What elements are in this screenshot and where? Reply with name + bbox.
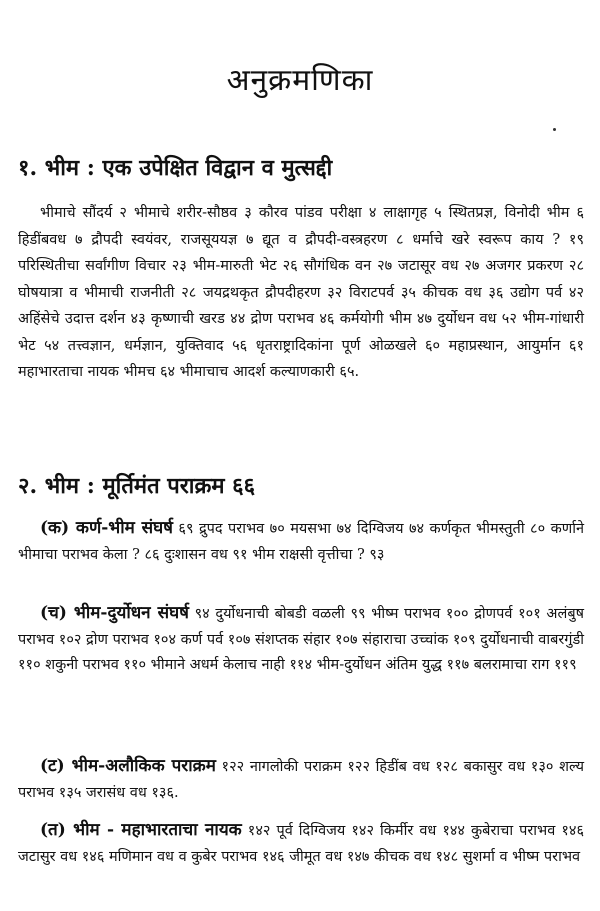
chapter-2-section-ta <box>18 754 584 806</box>
chapter-1-heading: १. भीम : एक उपेक्षित विद्वान व मुत्सद्दी <box>18 155 333 181</box>
section-text: ९४ दुर्योधनाची बोबडी वळली ९९ भीष्म पराभव १०० द्रोणपर्व १०१ अलंबुष पराभव १०२ द्रोण पराभव १०४ कर्ण पर्व १०७ संशप्तक संहार १०७ संहाराचा उच्चांक १०९ दुर्योधनाची वाबरगुंडी ११० शकुनी पराभव ११० भीमाने अधर्म केलाच नाही ११४ भीम-दुर्योधन अंतिम युद्ध ११७ बलरामाचा राग ११९ <box>18 606 584 673</box>
section-text: १२२ नागलोकी पराक्रम १२२ हिडींब वध १२८ बकासुर वध १३० शल्य पराभव १३५ जरासंध वध १३६. <box>18 759 585 801</box>
section-text: १४२ पूर्व दिग्विजय १४२ किर्मीर वध १४४ कुबेराचा पराभव १४६ जटासुर वध १४६ मणिमान वध व कुबेर पराभव १४६ जीमूत वध १४७ कीचक वध १४८ सुशर्मा व भीष्म पराभव <box>18 823 584 865</box>
chapter-1-text: भीमाचे सौंदर्य २ भीमाचे शरीर-सौष्ठव ३ कौरव पांडव परीक्षा ४ लाक्षागृह ५ स्थितप्रज्ञ, विनोदी भीम ६ हिडींबवध ७ द्रौपदी स्वयंवर, राजसूययज्ञ ७ द्यूत व द्रौपदी-वस्त्रहरण ८ धर्माचे खरे स्वरूप काय ? १९ परिस्थितीचा सर्वांगीण विचार २३ भीम-मारुती भेट २६ सौगंधिक वन २७ जटासूर वध २७ अजगर प्रकरण २८ घोषयात्रा व भीमाची राजनीती २८ जयद्रथकृत द्रौपदीहरण ३२ विराटपर्व ३५ कीचक वध ३६ उद्योग पर्व ४२ अहिंसेचे उदात्त दर्शन ४३ कृष्णाची खरड ४४ द्रोण पराभव ४६ कर्मयोगी भीम ४७ दुर्योधन वध ५२ भीम-गांधारी भेट ५४ तत्त्वज्ञान, धर्मज्ञान, युक्तिवाद ५६ धृतराष्ट्रादिकांना पूर्ण ओळखले ६० महाप्रस्थान, आयुर्मान ६१ महाभारताचा नायक भीमच ६४ भीमाचाच आदर्श कल्याणकारी ६५. <box>18 205 584 380</box>
section-lead: (ट) भीम-अलौकिक पराक्रम <box>40 756 216 776</box>
section-lead: (त) भीम - महाभारताचा नायक <box>40 820 242 840</box>
chapter-2-section-tta <box>18 818 584 870</box>
chapter-1-body <box>18 200 584 386</box>
section-text: ६९ द्रुपद पराभव ७० मयसभा ७४ दिग्विजय ७४ कर्णकृत भीमस्तुती ८० कर्णाने भीमाचा पराभव केला ? ८६ दुःशासन वध ९१ भीम राक्षसी वृत्तीचा ? ९३ <box>18 521 584 563</box>
section-lead: (क) कर्ण-भीम संघर्ष <box>40 518 173 538</box>
page-title: अनुक्रमणिका <box>226 63 374 98</box>
chapter-2-section-ka <box>18 516 584 568</box>
chapter-2-section-cha <box>18 601 584 679</box>
chapter-2-heading: २. भीम : मूर्तिमंत पराक्रम ६६ <box>18 473 256 499</box>
section-lead: (च) भीम-दुर्योधन संघर्ष <box>40 603 189 623</box>
ink-mark <box>553 128 556 131</box>
